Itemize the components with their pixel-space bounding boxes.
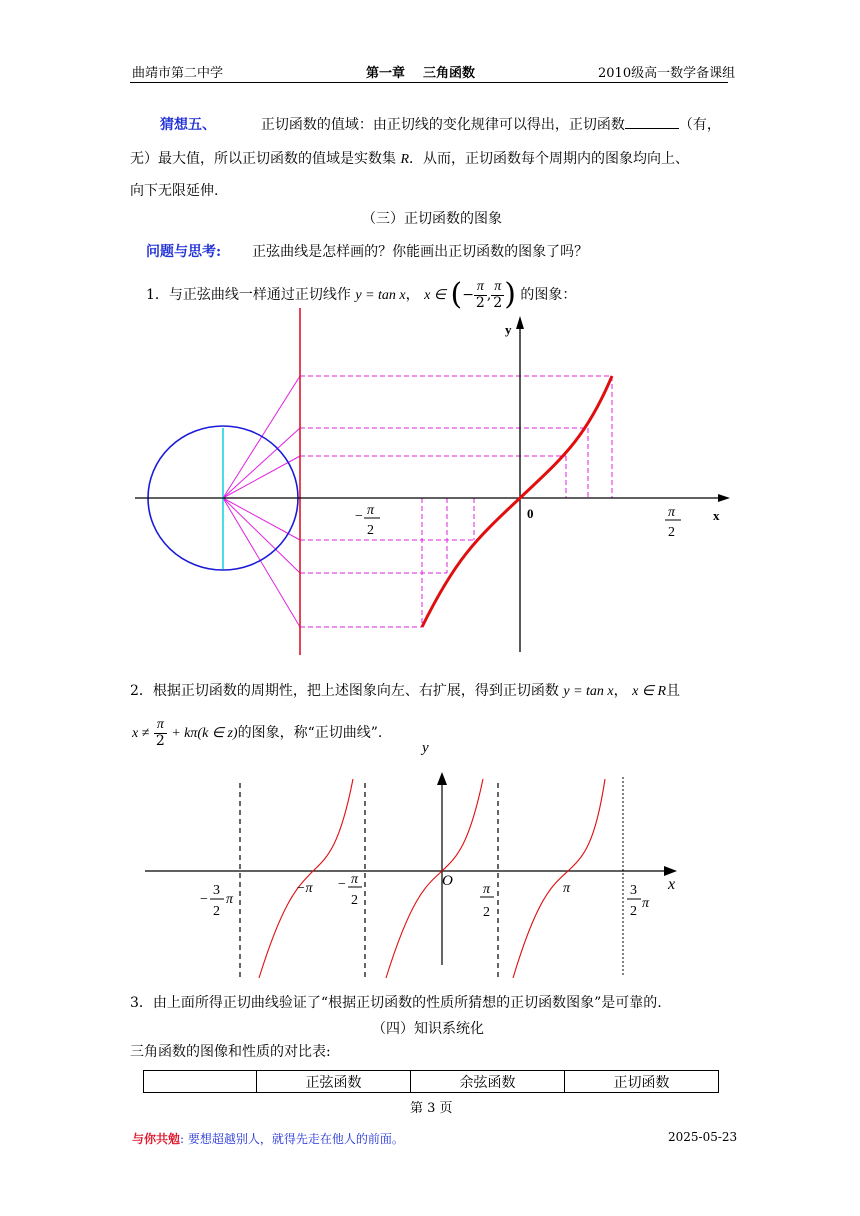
header-school: 曲靖市第二中学: [132, 66, 224, 81]
item1-suffix: 的图象：: [520, 287, 577, 304]
item1-prefix: 1．与正弦曲线一样通过正切线作: [146, 287, 351, 304]
footer-date: 2025-05-23: [668, 1130, 738, 1144]
half-pi-num: π: [668, 505, 676, 520]
tangent-branches: [259, 779, 605, 978]
item1-domain-x: x ∈: [424, 288, 447, 304]
conjecture5-line1: 正切函数的值域：由正切线的变化规律可以得出，正切函数: [260, 117, 625, 133]
section3-title: （三）正切函数的图象: [362, 211, 502, 227]
item3-line: 3．由上面所得正切曲线验证了“根据正切函数的性质所猜想的正切函数图象”是可靠的.: [130, 995, 662, 1011]
y-label-2: y: [422, 740, 429, 756]
item2-func: y = tan x: [563, 684, 614, 699]
half-pi-den: 2: [668, 525, 675, 540]
item2-and: 且: [666, 683, 681, 699]
neg-half-den: 2: [351, 893, 358, 908]
footer-motto: [132, 1130, 404, 1147]
conjecture5-line3: 向下无限延伸.: [130, 183, 219, 199]
table-header-blank: [144, 1071, 257, 1093]
origin-label-2: O: [442, 873, 453, 889]
item1-frac-a: $\frac{\pi}{2}$: [475, 279, 485, 311]
real-set-symbol: R: [400, 152, 410, 167]
item2-prefix: 2．根据正切函数的周期性，把上述图象向左、右扩展，得到正切函数: [130, 683, 559, 699]
conjecture5-label: 猜想五、: [160, 117, 216, 133]
header-group: 2010级高一数学备课组: [598, 66, 736, 81]
neg-three-half-minus: −: [200, 892, 208, 907]
motto-label: 与你共勉: [132, 1132, 181, 1146]
left-paren: (: [450, 277, 463, 313]
neg-three-half-den: 2: [213, 904, 220, 919]
comparison-table: [143, 1070, 719, 1093]
item2-sep: ，: [613, 683, 628, 699]
page-number: 第 3 页: [410, 1101, 453, 1116]
neg-three-half-num: 3: [213, 883, 220, 898]
neg-half-pi-minus: −: [355, 509, 363, 524]
pi-label-2: π: [563, 881, 571, 896]
neg-half-pi-num: π: [367, 503, 375, 518]
three-half-den: 2: [630, 904, 637, 919]
line2-text-b: ．从而，正切函数每个周期内的图象均向上、: [409, 151, 690, 167]
table-header-sine: 正弦函数: [257, 1071, 411, 1093]
x-axis-2-arrow: [664, 866, 677, 876]
three-half-pi: π: [642, 896, 650, 911]
x-label-2: x: [668, 876, 676, 893]
conjecture5-line1-tail: （有，: [678, 117, 721, 133]
table-header-row: [144, 1071, 719, 1093]
origin-label: 0: [527, 506, 534, 521]
half-num-2: π: [483, 882, 491, 897]
motto-text: : 要想超越别人，就得先走在他人的前面。: [180, 1132, 404, 1146]
item1-minus: −: [462, 287, 474, 304]
question-text: 正弦曲线是怎样画的？你能画出正切函数的图象了吗？: [252, 244, 589, 260]
table-header-cosine: 余弦函数: [411, 1071, 565, 1093]
header-chapter-title: 三角函数: [423, 66, 476, 81]
table-intro: 三角函数的图像和性质的对比表:: [130, 1044, 331, 1060]
section4-title: （四）知识系统化: [372, 1021, 484, 1037]
item1-sep: ，: [405, 287, 420, 304]
item2-x-neq: x ≠: [132, 726, 150, 742]
header-chapter: 第一章: [366, 66, 406, 81]
neg-half-pi-den: 2: [367, 523, 374, 538]
half-den-2: 2: [483, 905, 490, 920]
item1-line: 1．与正弦曲线一样通过正切线作 y = tan x， x ∈ (− $\frac{\pi}{2}$ , $\frac{\pi}{2}$ ) 的图象：: [146, 277, 577, 313]
item2-frac: $\frac{\pi}{2}$: [155, 717, 165, 749]
neg-three-half-pi: π: [226, 892, 234, 907]
neg-pi-label: −π: [296, 881, 313, 896]
neg-half-num: π: [351, 872, 359, 887]
x-label: x: [713, 508, 720, 523]
item2-text: 的图象，称“正切曲线”.: [237, 725, 383, 742]
neg-half-minus: −: [338, 877, 346, 892]
item2-cond: x ∈ R: [632, 684, 667, 699]
right-paren: ): [504, 277, 516, 313]
line2-text-a: 无）最大值，所以正切函数的值域是实数集: [130, 151, 396, 167]
table-header-tangent: 正切函数: [565, 1071, 719, 1093]
item1-func: y = tan x: [355, 288, 406, 304]
y-axis-2-arrow: [437, 772, 447, 785]
question-label: 问题与思考:: [146, 244, 222, 260]
item2-kpi: + kπ(k ∈ z): [171, 726, 238, 742]
item1-frac-b: $\frac{\pi}{2}$: [493, 279, 503, 311]
asymptotes: [240, 783, 498, 977]
y-label: y: [505, 322, 512, 337]
three-half-num: 3: [630, 883, 637, 898]
